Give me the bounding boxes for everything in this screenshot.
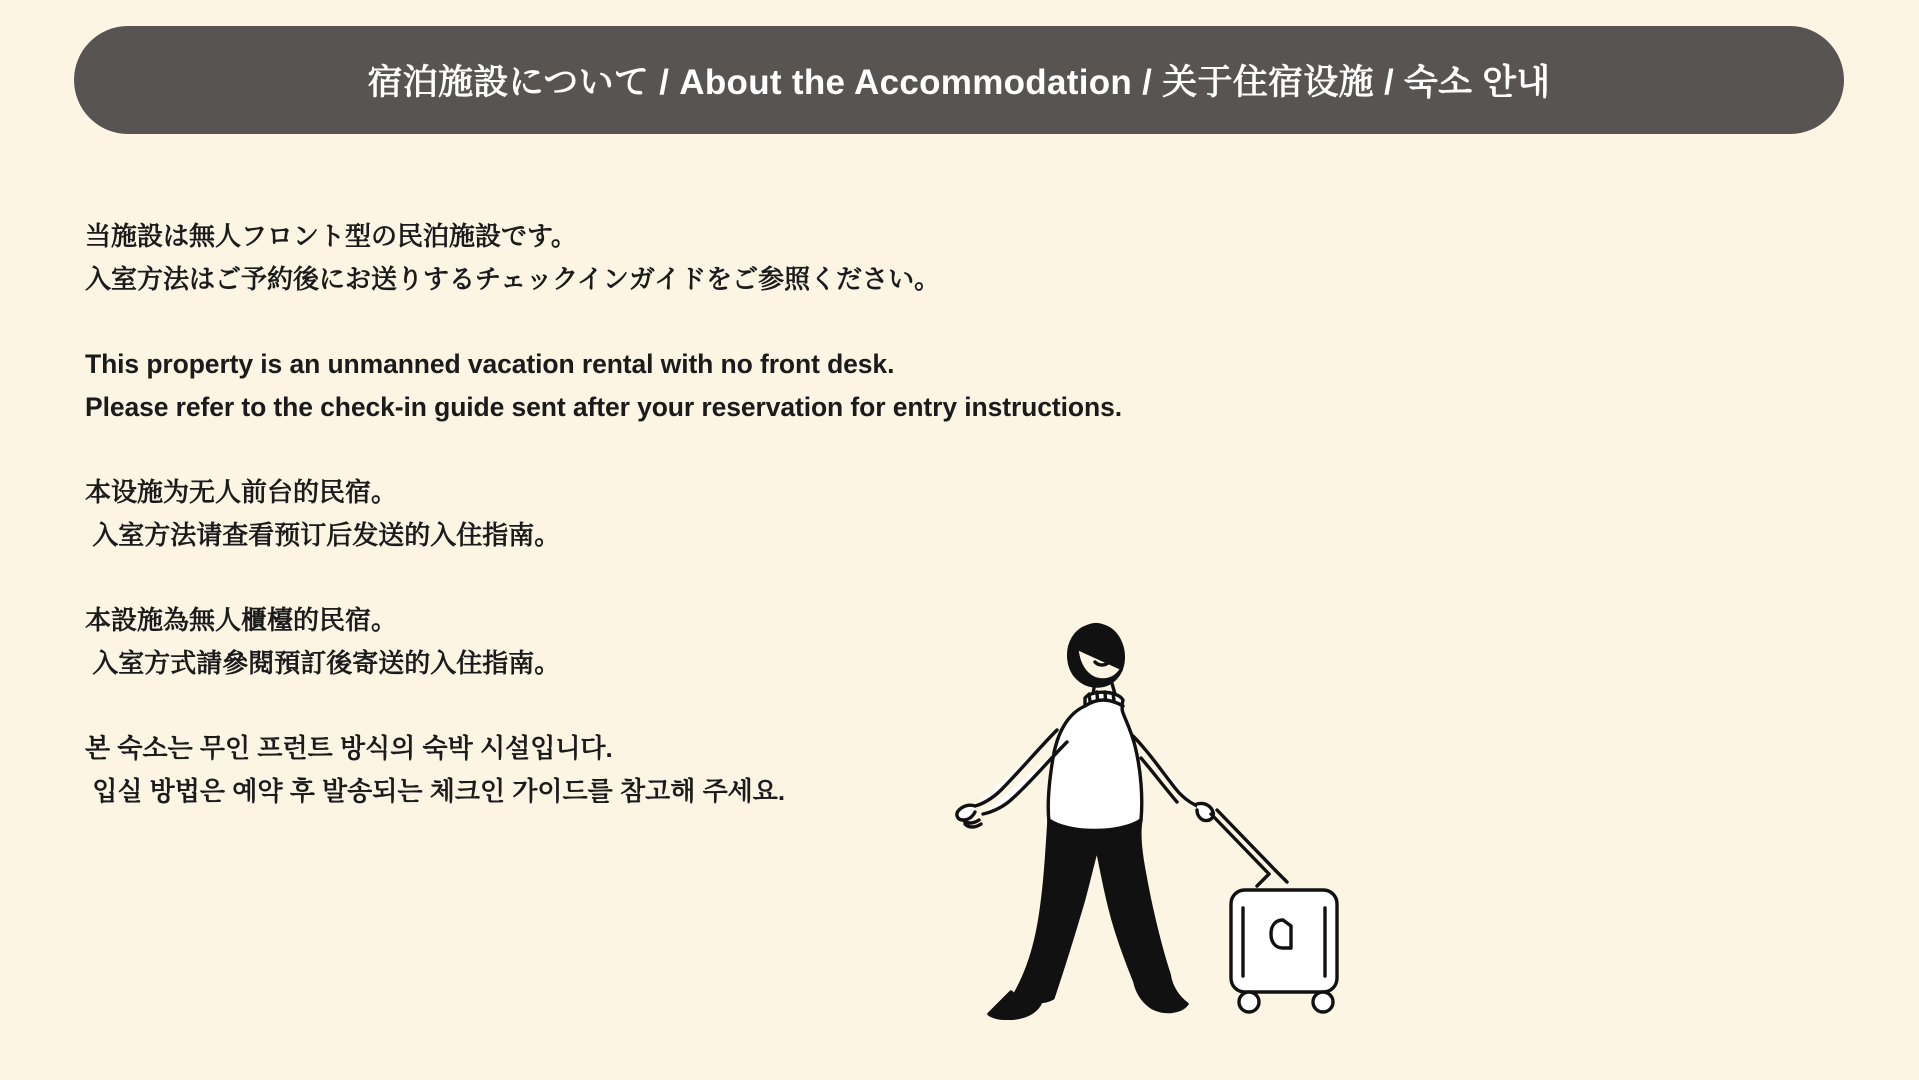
text-line: 本設施為無人櫃檯的民宿。 [85,605,398,635]
text-line: 入室方法请查看预订后发送的入住指南。 [85,520,561,550]
traveler-with-suitcase-illustration [939,590,1359,1020]
text-line: 入室方法はご予約後にお送りするチェックインガイドをご参照ください。 [85,264,941,294]
text-line: 본 숙소는 무인 프런트 방식의 숙박 시설입니다. [85,733,613,763]
text-line: This property is an unmanned vacation rental with no front desk. [85,349,895,379]
header-bar [74,26,1844,134]
text-line: 当施設は無人フロント型の民泊施設です。 [85,221,577,251]
text-block-english [85,343,1485,429]
text-line: 입실 방법은 예약 후 발송되는 체크인 가이드를 참고해 주세요. [85,776,786,806]
text-line: Please refer to the check-in guide sent after your reservation for entry instructions. [85,392,1122,422]
text-line: 入室方式請參閱預訂後寄送的入住指南。 [85,648,561,678]
page-title: 宿泊施設について / About the Accommodation / 关于住宿设施 / 숙소 안내 [367,63,1551,102]
text-block-chinese-simplified [85,471,1485,557]
text-block-japanese [85,215,1485,301]
text-line: 本设施为无人前台的民宿。 [85,477,398,507]
